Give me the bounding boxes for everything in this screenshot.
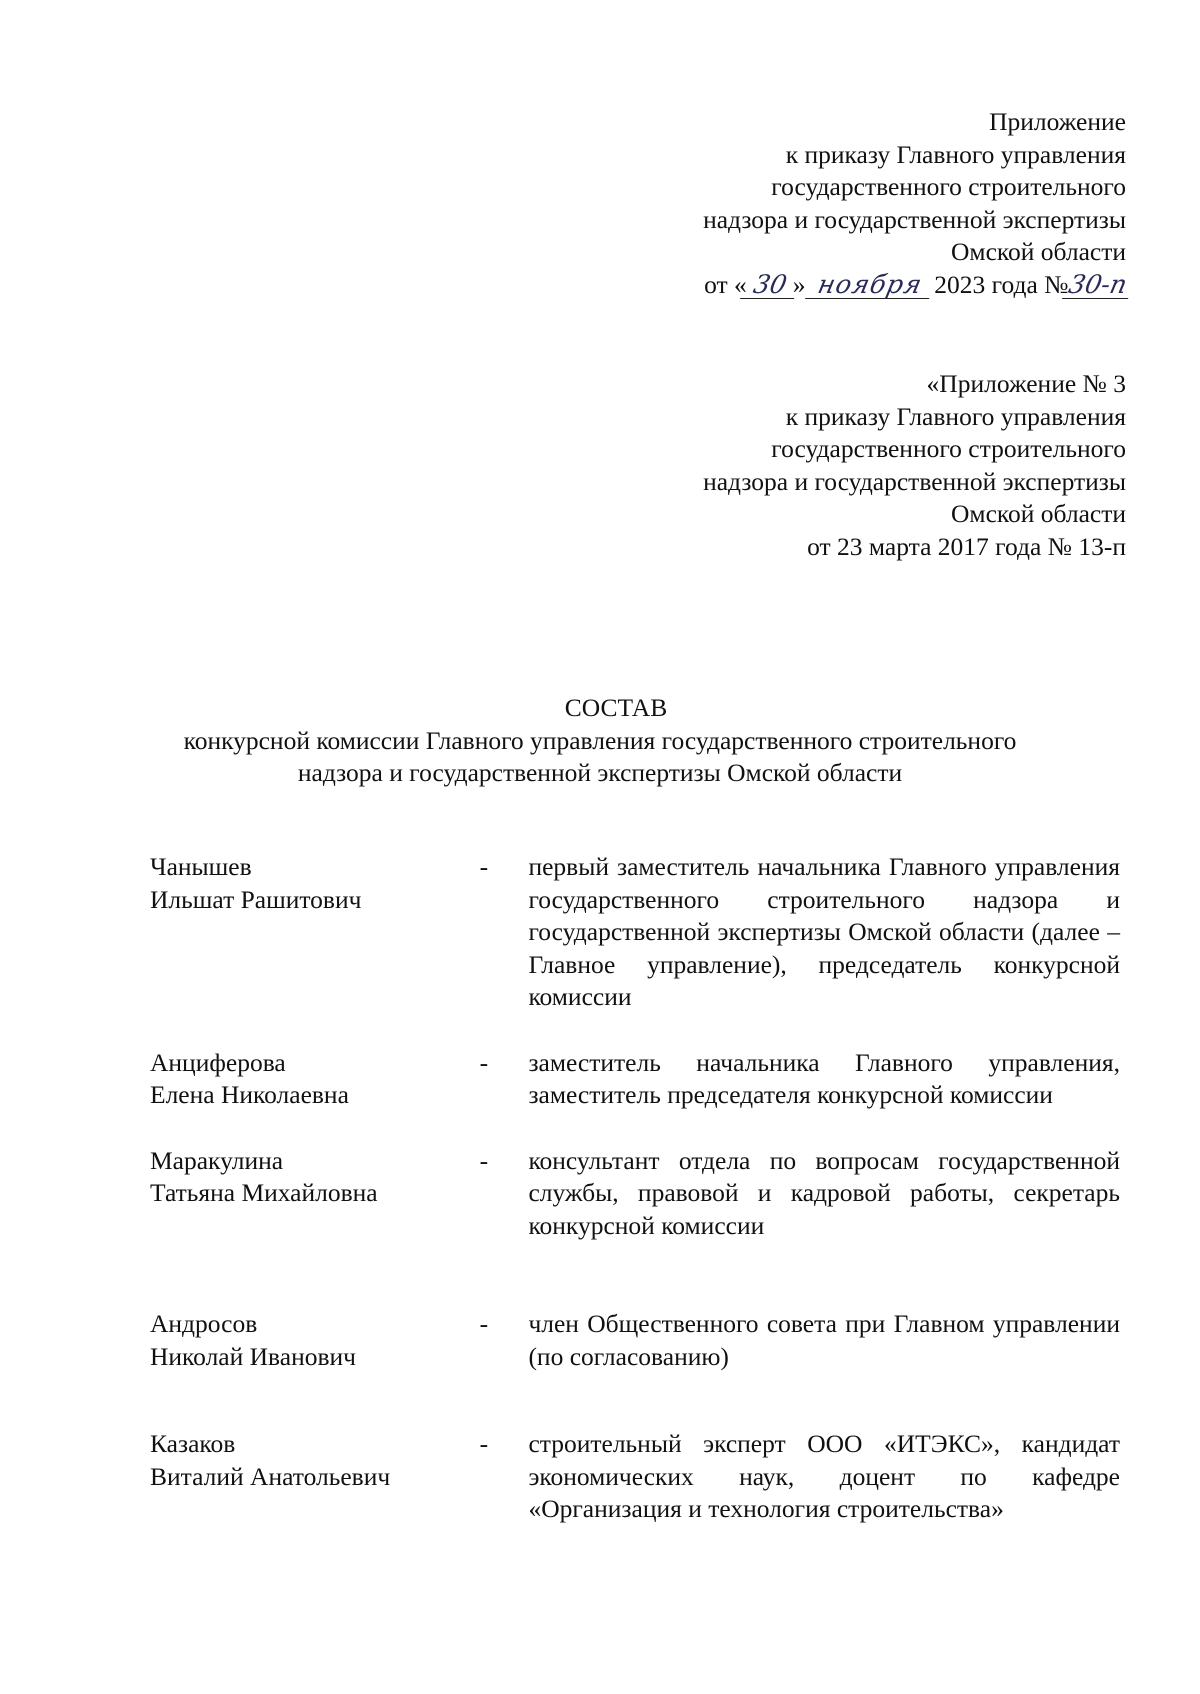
original-appendix-line: от 23 марта 2017 года № 13-п [807,531,1126,561]
date-mid: » [792,269,806,299]
appendix-header [703,106,1130,301]
document-subtitle-line: конкурсной комиссии Главного управления государственного строительного [183,725,1017,755]
handwritten-month: ноября [808,269,931,302]
date-suffix: 2023 года № [934,269,1069,299]
original-appendix-line: надзора и государственной экспертизы [703,466,1126,496]
member-dash: - [479,1309,489,1338]
member-dash: - [479,1429,489,1458]
original-appendix-line: к приказу Главного управления [785,401,1126,431]
member-dash: - [479,1145,489,1175]
member-row [150,1308,1120,1373]
member-name: Андросов Николай Иванович [150,1309,356,1371]
document-title: СОСТАВ [564,693,668,722]
member-name: Чанышев Ильшат Рашитович [150,852,362,914]
document-title-block [0,692,1200,790]
member-dash: - [479,852,489,881]
handwritten-day: 30 [743,269,796,302]
member-description: консультант отдела по вопросам государственной службы, правовой и кадровой работы, секретарь конкурсной комиссии [528,1145,1120,1240]
appendix-line: к приказу Главного управления [785,139,1126,169]
member-row [150,1145,1120,1243]
document-subtitle-line: надзора и государственной экспертизы Омской области [297,758,903,787]
original-appendix-line: Омской области [951,499,1126,528]
member-dash: - [479,1047,489,1077]
handwritten-number: 30-п [1065,269,1130,300]
date-prefix: от « [704,269,747,299]
member-description: строительный эксперт ООО «ИТЭКС», кандидат экономических наук, доцент по кафедре «Организация и технология строительства» [528,1429,1120,1523]
original-appendix-header [703,368,1126,563]
member-name: Казаков Виталий Анатольевич [150,1429,391,1491]
appendix-line: Омской области [951,237,1126,266]
member-row [150,1047,1120,1112]
commission-members-list [150,851,1120,1526]
appendix-date-line [703,269,1130,302]
member-description: член Общественного совета при Главном управлении (по согласованию) [528,1309,1120,1371]
member-name: Маракулина Татьяна Михайловна [150,1145,378,1207]
member-row [150,851,1120,1014]
appendix-line: надзора и государственной экспертизы [703,204,1126,234]
member-row [150,1428,1120,1526]
original-appendix-line: государственного строительного [771,434,1126,463]
member-name: Анциферова Елена Николаевна [150,1047,349,1109]
member-description: заместитель начальника Главного управления, заместитель председателя конкурсной комиссии [528,1047,1120,1109]
member-description: первый заместитель начальника Главного управления государственного строительного надзора и государственной экспертизы Омской области (далее – Главное управление), председатель конкурсной комиссии [528,852,1120,1011]
original-appendix-title: «Приложение № 3 [926,369,1126,398]
appendix-line: государственного строительного [771,172,1126,201]
appendix-title: Приложение [989,107,1126,136]
